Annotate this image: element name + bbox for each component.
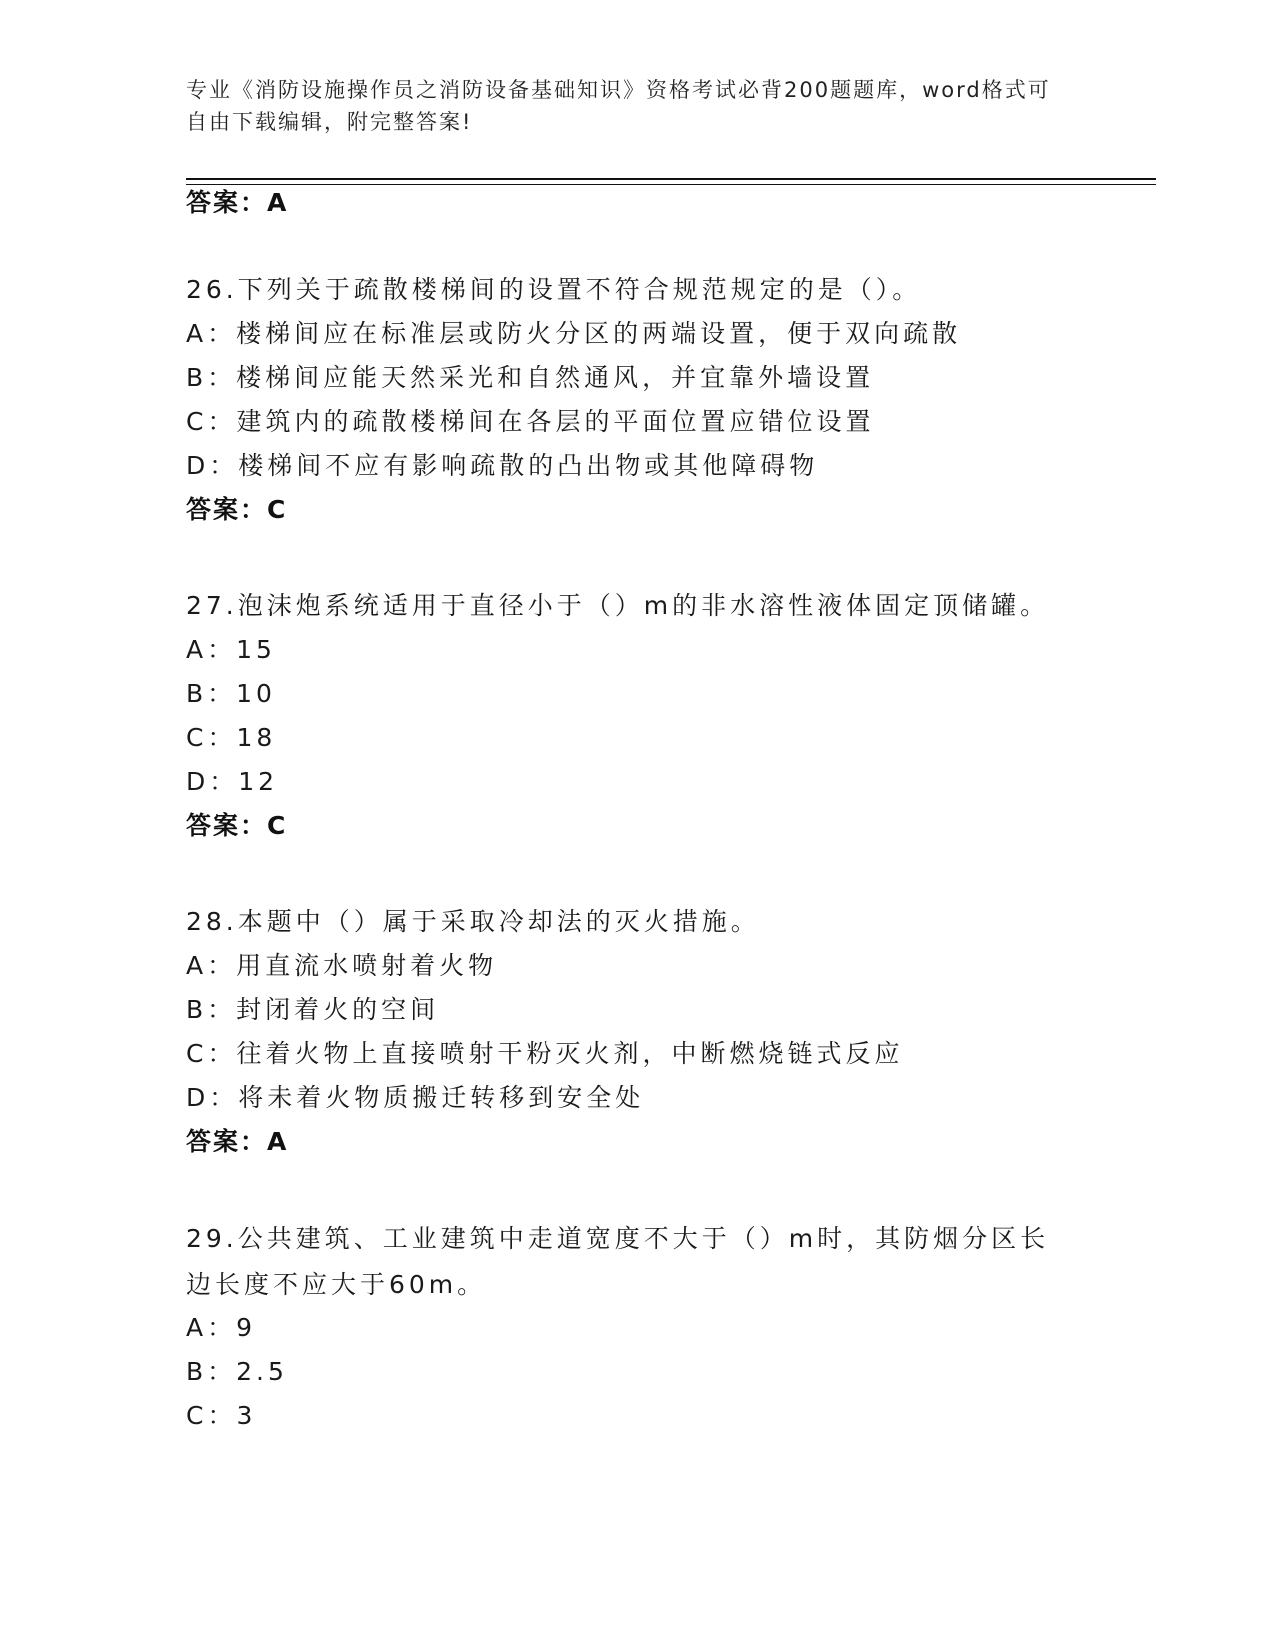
- question-28-option-b: B：封闭着火的空间: [186, 995, 440, 1024]
- question-26-option-c: C：建筑内的疏散楼梯间在各层的平面位置应错位设置: [186, 407, 875, 436]
- document-header: 专业《消防设施操作员之消防设备基础知识》资格考试必背200题题库，word格式可自由下载编辑，附完整答案!: [186, 78, 1051, 134]
- question-28-option-a: A：用直流水喷射着火物: [186, 951, 498, 980]
- question-27-option-d: D：12: [186, 767, 279, 796]
- question-27-answer: 答案：C: [186, 811, 288, 840]
- question-29-option-c: C：3: [186, 1401, 257, 1430]
- question-28-option-d: D：将未着火物质搬迁转移到安全处: [186, 1083, 645, 1112]
- question-28-answer: 答案：A: [186, 1127, 289, 1156]
- question-27-option-c: C：18: [186, 723, 277, 752]
- question-29-stem: 29.公共建筑、工业建筑中走道宽度不大于（）m时，其防烟分区长边长度不应大于60m。: [186, 1224, 1050, 1299]
- question-28-stem: 28.本题中（）属于采取冷却法的灭火措施。: [186, 907, 760, 936]
- previous-answer: 答案：A: [186, 188, 289, 217]
- header-divider-thick: [186, 178, 1156, 180]
- header-divider-thin: [186, 184, 1156, 185]
- question-27-stem: 27.泡沫炮系统适用于直径小于（）m的非水溶性液体固定顶储罐。: [186, 591, 1050, 620]
- question-29-option-b: B：2.5: [186, 1357, 288, 1386]
- question-29-option-a: A：9: [186, 1313, 257, 1342]
- question-26-option-b: B：楼梯间应能天然采光和自然通风，并宜靠外墙设置: [186, 363, 875, 392]
- question-26-answer: 答案：C: [186, 495, 288, 524]
- question-27-option-a: A：15: [186, 635, 276, 664]
- question-26-stem: 26.下列关于疏散楼梯间的设置不符合规范规定的是（）。: [186, 275, 922, 304]
- question-28-option-c: C：往着火物上直接喷射干粉灭火剂，中断燃烧链式反应: [186, 1039, 904, 1068]
- question-27-option-b: B：10: [186, 679, 276, 708]
- question-26-option-d: D：楼梯间不应有影响疏散的凸出物或其他障碍物: [186, 451, 819, 480]
- question-26-option-a: A：楼梯间应在标准层或防火分区的两端设置，便于双向疏散: [186, 319, 962, 348]
